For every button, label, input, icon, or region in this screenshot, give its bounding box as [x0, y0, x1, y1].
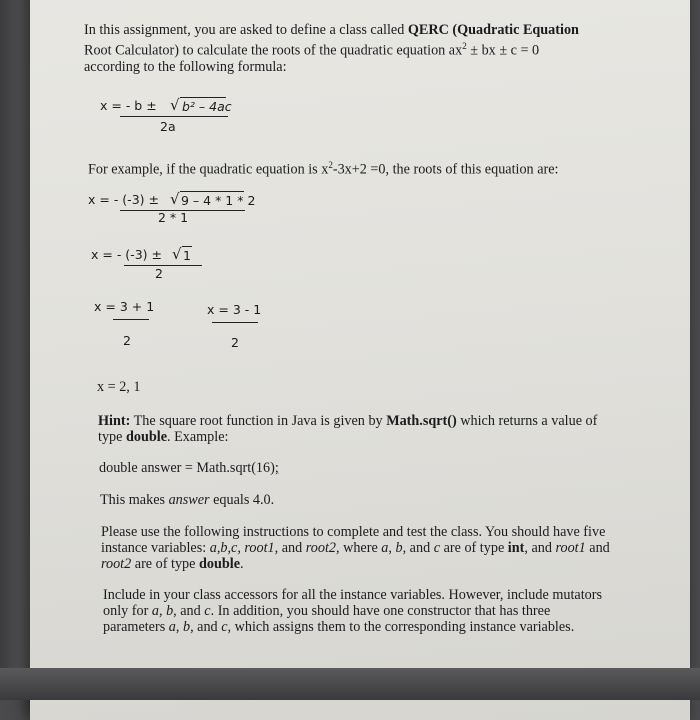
intro-text-line3: according to the following formula:	[84, 58, 287, 75]
variable-name: root1	[555, 540, 586, 556]
example-sentence	[88, 157, 648, 178]
step3-left-numerator: x = 3 + 1	[94, 299, 155, 314]
hint-text-line2: type	[98, 429, 126, 445]
step3-right-denominator: 2	[231, 335, 239, 350]
instructions-text: and	[278, 540, 306, 556]
variable-names: a,b,c, root1,	[209, 540, 279, 556]
accessors-text: only for	[103, 603, 152, 619]
sqrt-overline	[180, 97, 226, 98]
code-line: double answer = Math.sqrt(16)	[99, 460, 275, 476]
class-name-suffix: (Quadratic Equation	[448, 22, 579, 38]
fraction-bar	[212, 322, 258, 323]
instructions-text: , and	[524, 540, 556, 556]
background-shadow-left	[0, 0, 30, 700]
example-result: x = 2, 1	[97, 379, 141, 395]
variable-name: c	[204, 603, 211, 619]
type-name: double	[125, 429, 167, 445]
result-text-tail: equals 4.0.	[209, 492, 275, 508]
superscript: 2	[328, 160, 333, 170]
instructions-text: , where	[335, 540, 382, 556]
hint-text-tail: which returns a value of	[456, 413, 598, 429]
accessors-text: , and	[190, 619, 222, 635]
superscript: 2	[462, 41, 467, 51]
sqrt-symbol: √	[172, 245, 182, 263]
hint-paragraph	[98, 413, 638, 445]
accessors-text: ,	[175, 619, 183, 635]
result-sentence	[100, 492, 500, 508]
method-name: Math.sqrt()	[386, 413, 457, 429]
sqrt-symbol: √	[170, 190, 180, 208]
instructions-paragraph	[101, 524, 646, 572]
formula-lhs: x = - b ±	[100, 98, 157, 113]
instructions-text: ,	[388, 540, 396, 556]
instructions-text: are of type	[440, 540, 508, 556]
variable-name: root2	[305, 540, 336, 556]
accessors-text: , which assigns them to the corresponding instance variables.	[227, 619, 575, 635]
formula-radicand: b² – 4ac	[182, 99, 232, 114]
step3-left-denominator: 2	[123, 333, 131, 348]
intro-text: In this assignment, you are asked to define a class called	[84, 22, 408, 38]
fraction-bar	[124, 265, 202, 266]
hint-text-line2-tail: . Example:	[167, 429, 229, 445]
hint-text: The square root function in Java is given by	[130, 413, 387, 429]
step2-radicand: 1	[183, 248, 191, 263]
variable-name: b	[182, 619, 191, 635]
example-text-tail: -3x+2 =0, the roots of this equation are:	[332, 161, 559, 178]
background-shadow-bottom	[0, 668, 700, 700]
accessors-text: parameters	[103, 619, 169, 635]
class-name: QERC	[407, 22, 449, 38]
variable-name: a	[168, 619, 176, 635]
accessors-paragraph	[103, 587, 648, 635]
instructions-text: and	[585, 540, 610, 556]
result-text: This makes	[100, 492, 169, 508]
step1-denominator: 2 * 1	[158, 210, 189, 225]
intro-paragraph	[84, 22, 644, 75]
step2-denominator: 2	[155, 266, 163, 281]
variable-name: root2	[101, 556, 132, 572]
accessors-line1: Include in your class accessors for all the instance variables. However, include mutators	[103, 587, 602, 603]
equation-tail: ± bx ± c = 0	[466, 42, 540, 59]
step2-lhs: x = - (-3) ±	[91, 247, 162, 262]
fraction-bar	[113, 319, 149, 320]
variable-name: b	[395, 540, 403, 556]
step1-radicand: 9 – 4 * 1 * 2	[181, 193, 256, 208]
variable-name: c	[433, 540, 441, 556]
type-name: int	[507, 540, 525, 556]
intro-text-line2: Root Calculator) to calculate the roots of the quadratic equation ax	[84, 42, 463, 59]
instructions-text: .	[240, 556, 244, 572]
accessors-text: , and	[173, 603, 205, 619]
instructions-text: instance variables:	[101, 540, 210, 556]
instructions-text: , and	[402, 540, 434, 556]
instructions-text: are of type	[131, 556, 199, 572]
formula-denominator: 2a	[160, 119, 176, 134]
accessors-text: . In addition, you should have one constructor that has three	[210, 603, 551, 619]
code-example	[99, 460, 399, 476]
code-semicolon: ;	[274, 460, 279, 476]
accessors-text: ,	[158, 603, 167, 619]
sqrt-overline	[182, 246, 192, 247]
variable-name: b	[166, 603, 174, 619]
variable-name: answer	[168, 492, 210, 508]
step3-right-numerator: x = 3 - 1	[207, 302, 262, 317]
variable-name: a	[151, 603, 159, 619]
step1-lhs: x = - (-3) ±	[88, 192, 159, 207]
instructions-line1: Please use the following instructions to complete and test the class. You should have five	[101, 524, 606, 540]
type-name: double	[198, 556, 240, 572]
example-text: For example, if the quadratic equation is x	[88, 161, 329, 178]
sqrt-overline	[180, 191, 244, 192]
sqrt-symbol: √	[170, 96, 180, 114]
hint-label: Hint:	[98, 413, 131, 429]
variable-name: a	[381, 540, 389, 556]
variable-name: c	[221, 619, 228, 635]
fraction-bar	[120, 116, 228, 117]
